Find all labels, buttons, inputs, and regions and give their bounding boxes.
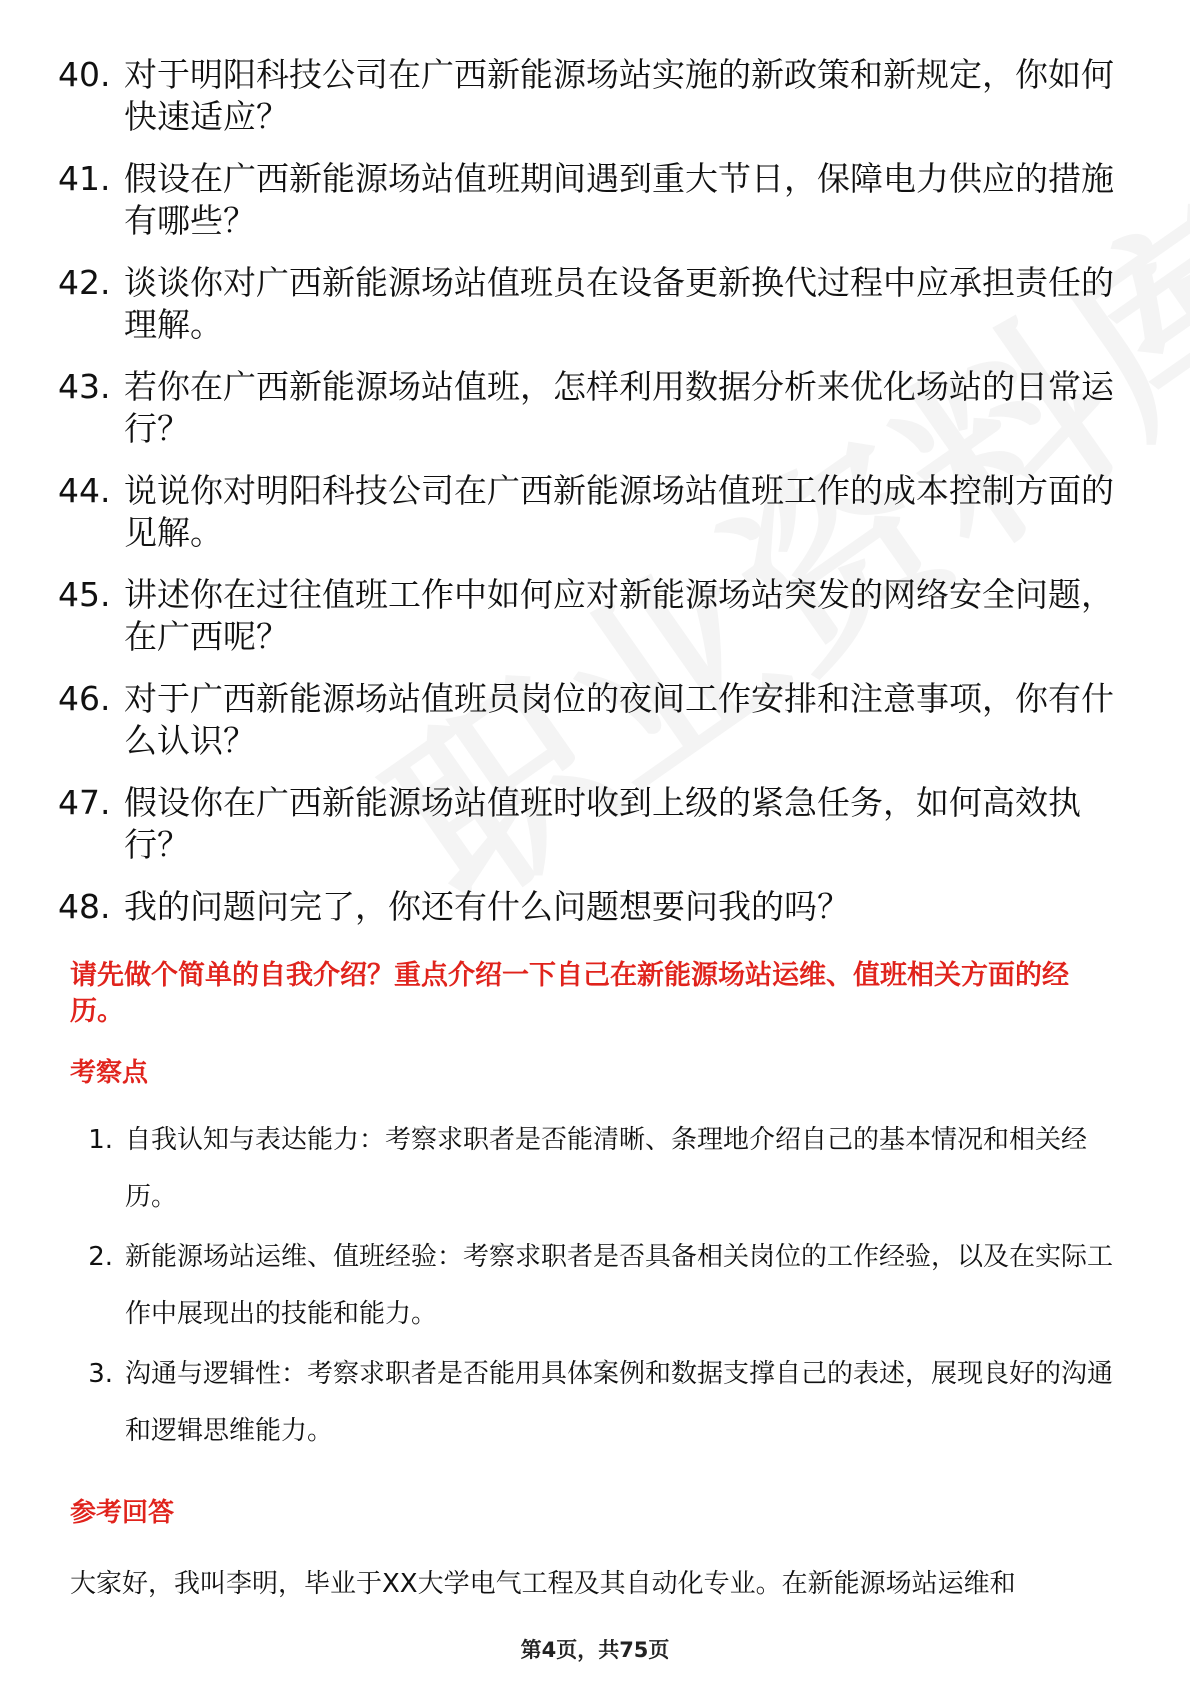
exam-point-number: 1. bbox=[88, 1125, 113, 1155]
question-item bbox=[58, 886, 1138, 928]
question-text: 我的问题问完了，你还有什么问题想要问我的吗？ bbox=[124, 887, 850, 926]
exam-point-number: 3. bbox=[88, 1359, 113, 1389]
page-number: 第4页，共75页 bbox=[520, 1638, 670, 1662]
exam-points-heading: 考察点 bbox=[70, 1058, 149, 1088]
question-text: 对于明阳科技公司在广西新能源场站实施的新政策和新规定，你如何快速适应？ bbox=[124, 55, 1114, 136]
question-text: 谈谈你对广西新能源场站值班员在设备更新换代过程中应承担责任的理解。 bbox=[124, 263, 1114, 344]
question-number: 44. bbox=[58, 471, 111, 510]
exam-point-item bbox=[70, 1346, 1120, 1460]
reference-answer-text: 大家好，我叫李明，毕业于XX大学电气工程及其自动化专业。在新能源场站运维和 bbox=[70, 1569, 1016, 1599]
exam-points-list bbox=[70, 1112, 1120, 1463]
question-number: 48. bbox=[58, 887, 111, 926]
question-item bbox=[58, 54, 1138, 138]
featured-question: 请先做个简单的自我介绍？重点介绍一下自己在新能源场站运维、值班相关方面的经历。 bbox=[70, 960, 1069, 1027]
question-text: 若你在广西新能源场站值班，怎样利用数据分析来优化场站的日常运行？ bbox=[124, 367, 1114, 448]
question-text: 讲述你在过往值班工作中如何应对新能源场站突发的网络安全问题，在广西呢？ bbox=[124, 575, 1114, 656]
question-text: 假设在广西新能源场站值班期间遇到重大节日，保障电力供应的措施有哪些？ bbox=[124, 159, 1114, 240]
question-number: 47. bbox=[58, 783, 111, 822]
question-text: 对于广西新能源场站值班员岗位的夜间工作安排和注意事项，你有什么认识？ bbox=[124, 679, 1114, 760]
question-number: 41. bbox=[58, 159, 111, 198]
exam-point-item bbox=[70, 1112, 1120, 1226]
question-item bbox=[58, 678, 1138, 762]
question-item bbox=[58, 366, 1138, 450]
question-number: 40. bbox=[58, 55, 111, 94]
exam-point-text: 自我认知与表达能力：考察求职者是否能清晰、条理地介绍自己的基本情况和相关经历。 bbox=[125, 1125, 1088, 1212]
question-number: 42. bbox=[58, 263, 111, 302]
question-number: 45. bbox=[58, 575, 111, 614]
exam-point-text: 新能源场站运维、值班经验：考察求职者是否具备相关岗位的工作经验，以及在实际工作中展现出的技能和能力。 bbox=[125, 1242, 1114, 1329]
question-text: 说说你对明阳科技公司在广西新能源场站值班工作的成本控制方面的见解。 bbox=[124, 471, 1114, 552]
question-item bbox=[58, 470, 1138, 554]
question-number: 43. bbox=[58, 367, 111, 406]
question-item bbox=[58, 574, 1138, 658]
reference-answer-heading: 参考回答 bbox=[70, 1498, 175, 1528]
question-number: 46. bbox=[58, 679, 111, 718]
question-item bbox=[58, 158, 1138, 242]
exam-point-item bbox=[70, 1229, 1120, 1343]
question-list bbox=[58, 54, 1138, 948]
question-item bbox=[58, 262, 1138, 346]
question-text: 假设你在广西新能源场站值班时收到上级的紧急任务，如何高效执行？ bbox=[124, 783, 1081, 864]
exam-point-text: 沟通与逻辑性：考察求职者是否能用具体案例和数据支撑自己的表述，展现良好的沟通和逻辑思维能力。 bbox=[125, 1359, 1114, 1446]
question-item bbox=[58, 782, 1138, 866]
exam-point-number: 2. bbox=[88, 1242, 113, 1272]
